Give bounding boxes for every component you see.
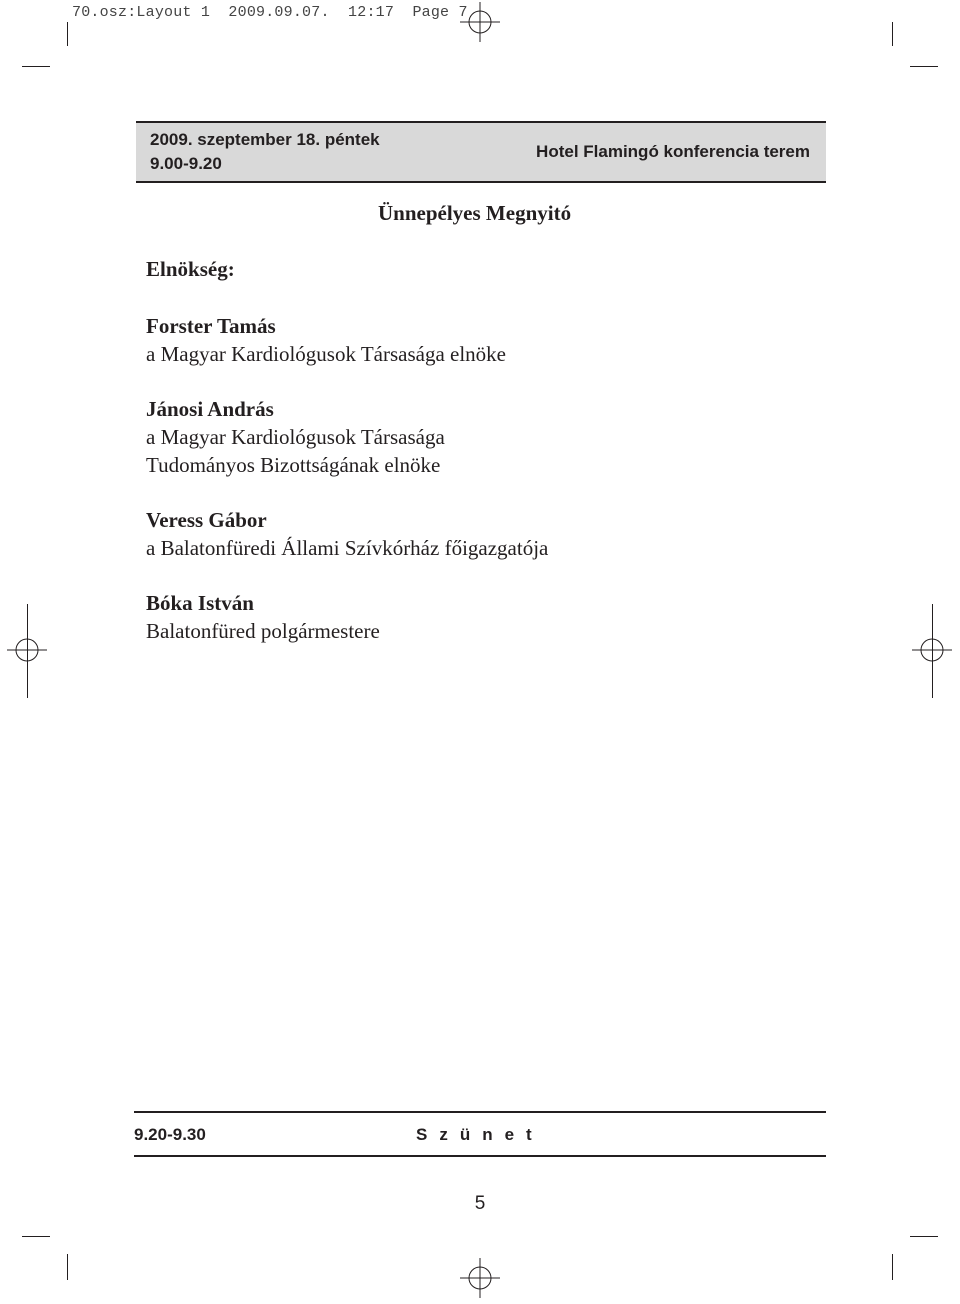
break-row bbox=[134, 1111, 826, 1157]
registration-mark-right-icon bbox=[912, 630, 952, 670]
break-label: Szünet bbox=[416, 1125, 544, 1144]
person-entry bbox=[146, 395, 806, 479]
crop-mark-bottom-left-v bbox=[67, 1254, 68, 1280]
person-entry bbox=[146, 506, 806, 562]
person-entry bbox=[146, 312, 806, 368]
crop-mark-bottom-left-h bbox=[22, 1236, 50, 1237]
person-name: Veress Gábor bbox=[146, 508, 267, 532]
session-title: Ünnepélyes Megnyitó bbox=[378, 201, 572, 225]
session-time: 9.00-9.20 bbox=[150, 154, 222, 173]
crop-mark-top-left-h bbox=[22, 66, 50, 67]
person-name: Bóka István bbox=[146, 591, 254, 615]
person-role: a Magyar Kardiológusok Társasága elnöke bbox=[146, 342, 506, 366]
crop-mark-bottom-right-h bbox=[910, 1236, 938, 1237]
registration-mark-bottom-icon bbox=[460, 1258, 500, 1298]
person-entry bbox=[146, 589, 806, 645]
crop-mark-top-left-v bbox=[67, 22, 68, 46]
page-number: 5 bbox=[474, 1193, 486, 1214]
break-time: 9.20-9.30 bbox=[134, 1125, 206, 1144]
session-date: 2009. szeptember 18. péntek bbox=[150, 130, 380, 149]
person-role: a Magyar Kardiológusok Társasága bbox=[146, 425, 445, 449]
person-role: a Balatonfüredi Állami Szívkórház főigazgatója bbox=[146, 536, 549, 560]
presidium-list bbox=[146, 312, 806, 672]
person-name: Jánosi András bbox=[146, 397, 274, 421]
person-role: Balatonfüred polgármestere bbox=[146, 619, 380, 643]
print-slug: 70.osz:Layout 1 2009.09.07. 12:17 Page 7 bbox=[72, 4, 468, 21]
crop-mark-top-right-v bbox=[892, 22, 893, 46]
crop-mark-bottom-right-v bbox=[892, 1254, 893, 1280]
person-name: Forster Tamás bbox=[146, 314, 276, 338]
session-venue: Hotel Flamingó konferencia terem bbox=[536, 142, 810, 161]
registration-mark-top-icon bbox=[460, 2, 500, 42]
registration-mark-left-icon bbox=[7, 630, 47, 670]
crop-mark-top-right-h bbox=[910, 66, 938, 67]
person-role: Tudományos Bizottságának elnöke bbox=[146, 453, 441, 477]
session-header bbox=[136, 121, 826, 183]
presidium-label: Elnökség: bbox=[146, 257, 235, 281]
